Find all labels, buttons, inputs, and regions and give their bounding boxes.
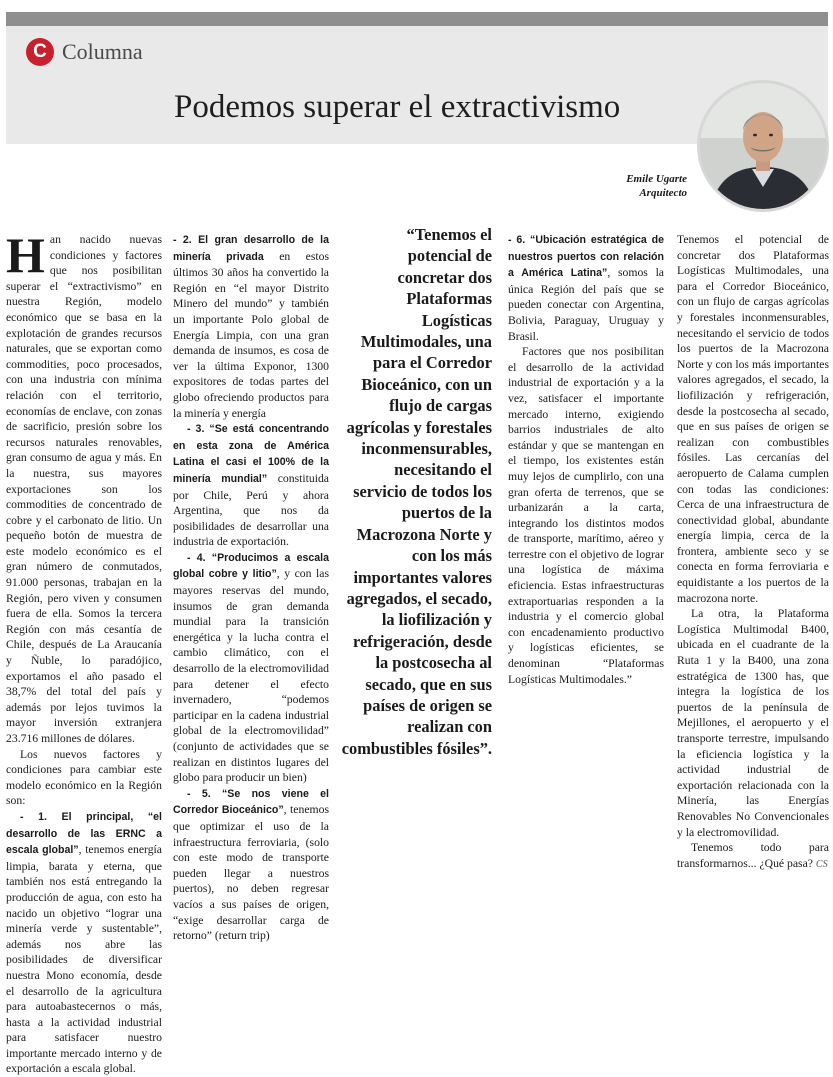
article-paragraph: Factores que nos posibilitan el desarrollo de la actividad industrial de exportación y a la vez, satisfacer el importante mercado interno, exigiendo barrios industriales de alto estándar y que se mantengan en el tiempo, los existentes están muy lejos de cumplirlo, con una gran oferta de terrenos, que se urbanizarán a la carta, integrando los distintos modos de transporte, marítimo, aéreo y terrestre con el objetivo de lograr una logística de máxima eficiencia. Estas infraestructuras extraportuarias responden a la industria y el comercio global con encadenamiento productivo y logísticas eficientes, se denominan “Plataformas Logísticas Multimodales.”: [508, 345, 664, 686]
factor-heading: - 2. El gran desarrollo de la minería privada: [173, 234, 329, 263]
factor-heading: - 4. “Producimos a escala global cobre y litio”: [173, 551, 329, 581]
factor-heading: - 6. “Ubicación estratégica de nuestros puertos con relación a América Latina”: [508, 234, 664, 280]
article-paragraph: - 3. “Se está concentrando en esta zona de América Latina el casi el 100% de la minería mundial” constituida por Chile, Perú y ahora Argentina, que nos da posibilidades de desarrollar una industria de exportación.: [173, 423, 329, 549]
article-column-4: [508, 232, 664, 687]
top-rule: [6, 12, 828, 26]
section-label: Columna: [62, 39, 143, 64]
article-paragraph: - 1. El principal, “el desarrollo de las ERNC a escala global”, tenemos energía limpia, barata y eterna, que también nos está entregando la producción de agua, con esto ha nacido un objetivo “lograr una minería verde y sustentable”, además nos abre las posibilidades de diversificar nuestra Mono economía, desde el desarrollo de la agricultura para autoabastecernos o más, hasta a la actividad industrial para satisfacer nuestro importante mercado interno y de exportación a escala global.: [6, 810, 162, 1076]
end-mark: CS: [815, 858, 828, 870]
factor-heading: - 3. “Se está concentrando en esta zona de América Latina el casi el 100% de la minería mundial”: [173, 423, 329, 485]
article-paragraph: - 6. “Ubicación estratégica de nuestros puertos con relación a América Latina”, somos la única Región del país que se pueden conectar con Argentina, Bolivia, Paraguay, Uruguay y Brasil.: [508, 234, 664, 343]
author-photo: [697, 80, 829, 212]
article-column-5: [677, 232, 829, 872]
article-paragraph: - 4. “Producimos a escala global cobre y litio”, y con las mayores reservas del mundo, insumos de gran demanda mundial para la transición energética y la lucha contra el cambio climático, con el desarrollo de la electromovilidad para detener el efecto invernadero, “podemos participar en la cadena industrial global de la electromovilidad” (conjunto de actividades que se realizan en distintos lugares del globo para producir un bien): [173, 551, 329, 785]
author-role: Arquitecto: [639, 187, 687, 199]
article-paragraph: Tenemos todo para transformarnos... ¿Qué pasa? CS: [677, 841, 829, 870]
article-paragraph: La otra, la Plataforma Logística Multimodal B400, ubicada en el cuadrante de la Ruta 1 y la B400, una zona estratégica de 1300 has, que integra la logística de los puertos de la península de Mejillones, el aeropuerto y el transporte terrestre, impulsando la eficiencia logística y la actividad industrial de exportación relacionada con la Minería, las Energías Renovables No Convencionales y la electromovilidad.: [677, 607, 829, 839]
article-column-2: [173, 232, 329, 944]
factor-heading: - 5. “Se nos viene el Corredor Bioceánico”: [173, 787, 329, 817]
pull-quote: “Tenemos el potencial de concretar dos Plataformas Logísticas Multimodales, una para el Corredor Bioceánico, con un flujo de cargas agrícolas y forestales inconmensurables, necesitando el servicio de todos los puertos de la Macrozona Norte y con los más importantes valores agregados, el secado, la liofilización y refrigeración, desde la postcosecha al secado, que en sus países de origen se realizan con combustibles fósiles”.: [341, 225, 492, 758]
article-paragraph: Tenemos el potencial de concretar dos Plataformas Logísticas Multimodales, una para el Corredor Bioceánico, con un flujo de cargas agrícolas y forestales inconmensurables, necesitando el servicio de todos los puertos de la Macrozona Norte y con los más importantes valores agregados, el secado, la liofilización y refrigeración, desde la postcosecha al secado, que en sus países de origen se realizan con combustibles fósiles. Las cercanías del aeropuerto de Calama cumplen con todas las condiciones: Cerca de una infraestructura de conectividad global, abundante energía limpia, cerca de la frontera, ambiente seco y se conecta en forma ferroviaria e equidistante a los puertos de la macrozona norte.: [677, 233, 829, 605]
article-column-1: [6, 227, 162, 1077]
author-byline: [626, 172, 687, 200]
column-badge: C: [26, 38, 54, 66]
article-paragraph: - 2. El gran desarrollo de la minería privada en estos últimos 30 años ha convertido la Región en “el mayor Distrito Minero del mundo” y también un importante Polo global de Energía Limpia, con una gran demanda de insumos, es cosa de ver la última Exponor, 1300 expositores de todas partes del globo ofreciendo productos para la minería y energía: [173, 234, 330, 420]
drop-cap: H: [6, 227, 45, 283]
factor-heading: - 1. El principal, “el desarrollo de las ERNC a escala global”: [6, 810, 162, 857]
author-name: Emile Ugarte: [626, 173, 687, 185]
article-paragraph: - 5. “Se nos viene el Corredor Bioceánico”, tenemos que optimizar el uso de la infraestructura ferroviaria, (solo con este modo de transporte pueden llegar a nuestros puertos), no deben regresar vacíos a sus países de origen, “exige desarrollar carga de retorno” (return trip): [173, 787, 329, 943]
article-paragraph: Han nacido nuevas condiciones y factores que nos posibilitan superar el “extractivismo” en nuestra Región, modelo económico que se basa en la explotación de grandes recursos naturales, que se exportan como commodities, poco procesados, con una industria con mínima relación con el territorio, economías de enclave, con zonas de sacrificio, presión sobre los recursos naturales renovables, gran consumo de agua y más. En la nuestra, sus mayores exportaciones son los commodities de concentrado de cobre y el carbonato de litio. Un pequeño botón de muestra de este modelo económico es el gran número de conmutados, 91.000 personas, trabajan en la Región, pero viven y consumen fuera de ella. Somos la tercera Región con más cesantía de Chile, después de La Araucanía y Ñuble, lo paradójico, exportamos el año pasado el 38,7% del total del país y además por lejos tuvimos la mayor inversión extranjera 23.716 millones de dólares.: [6, 227, 162, 745]
article-paragraph: Los nuevos factores y condiciones para cambiar este modelo económico en la Región son:: [6, 747, 162, 808]
page-title: Podemos superar el extractivismo: [174, 89, 621, 125]
